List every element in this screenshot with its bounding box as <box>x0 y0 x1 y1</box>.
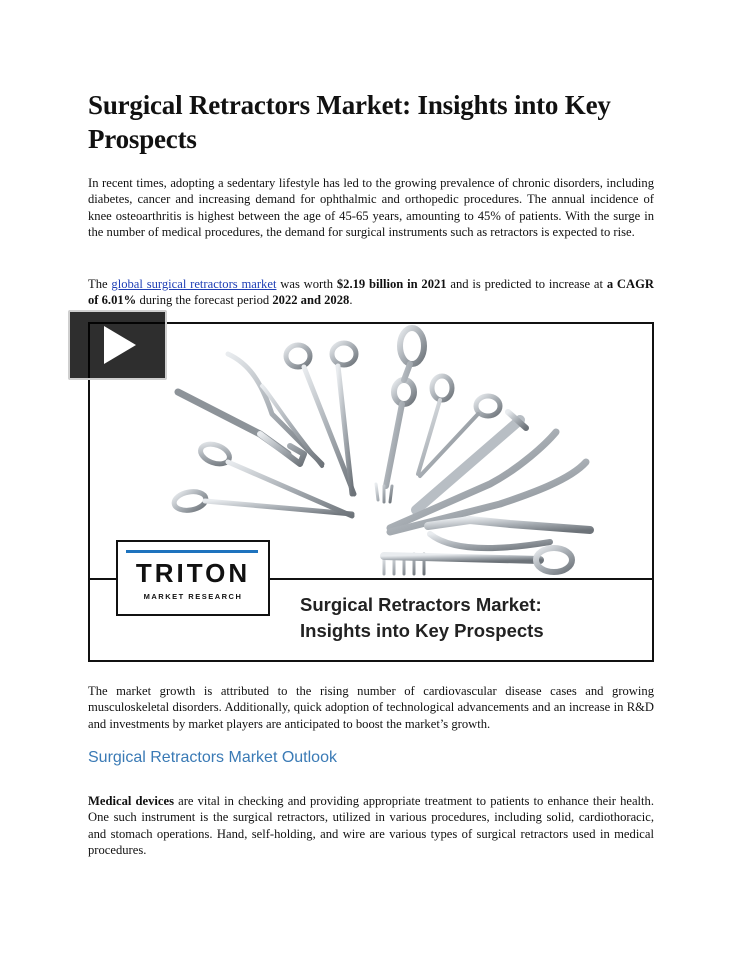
market-paragraph <box>88 276 654 309</box>
instrument-group <box>173 328 590 574</box>
growth-paragraph: The market growth is attributed to the rising number of cardiovascular disease cases and growing musculoskeletal disorders. Additionally, quick adoption of technological advancements and an increase in R&D and investments by market players are anticipated to boost the market’s growth. <box>88 684 654 731</box>
cover-caption <box>300 592 630 644</box>
market-prefix: The <box>88 277 108 291</box>
cover-caption-line-1: Surgical Retractors Market: <box>300 594 542 615</box>
market-end: . <box>349 293 353 308</box>
market-value: $2.19 billion in 2021 <box>336 277 447 291</box>
section-heading: Surgical Retractors Market Outlook <box>88 749 337 766</box>
market-mid1: was worth <box>280 277 334 291</box>
market-cagr: a CAGR of 6.01% <box>88 277 655 308</box>
outlook-bold-term: Medical devices <box>88 794 174 808</box>
outlook-paragraph <box>88 793 654 859</box>
outlook-text: are vital in checking and providing appropriate treatment to patients to enhance their health. One such instrument is the surgical retractors, utilized in various procedures, including solid, cardiothoracic, and stomach operations. Hand, self-holding, and wire are various types of surgical retractors used in medical procedures. <box>88 794 655 858</box>
play-icon <box>104 326 136 364</box>
play-video-button[interactable] <box>68 310 167 380</box>
market-period: 2022 and 2028 <box>272 293 350 308</box>
report-cover-image <box>88 322 654 662</box>
page-title: Surgical Retractors Market: Insights into Key Prospects <box>88 90 611 154</box>
intro-paragraph: In recent times, adopting a sedentary lifestyle has led to the growing prevalence of chronic disorders, including diabetes, cancer and increasing demand for ophthalmic and orthopedic procedures. The annual incidence of knee osteoarthritis is highest between the age of 45-65 years, amounting to 45% of patients. With the surge in the number of medical procedures, the demand for surgical instruments such as retractors is expected to rise. <box>88 176 654 240</box>
logo-accent-bar <box>126 550 258 553</box>
logo-subtitle: MARKET RESEARCH <box>143 592 243 601</box>
triton-logo <box>116 540 270 616</box>
market-report-link[interactable]: global surgical retractors market <box>111 277 277 291</box>
market-mid2: and is predicted to increase at <box>450 277 604 291</box>
cover-caption-line-2: Insights into Key Prospects <box>300 620 544 641</box>
logo-title: TRITON <box>135 558 251 588</box>
market-mid3: during the forecast period <box>139 293 270 308</box>
